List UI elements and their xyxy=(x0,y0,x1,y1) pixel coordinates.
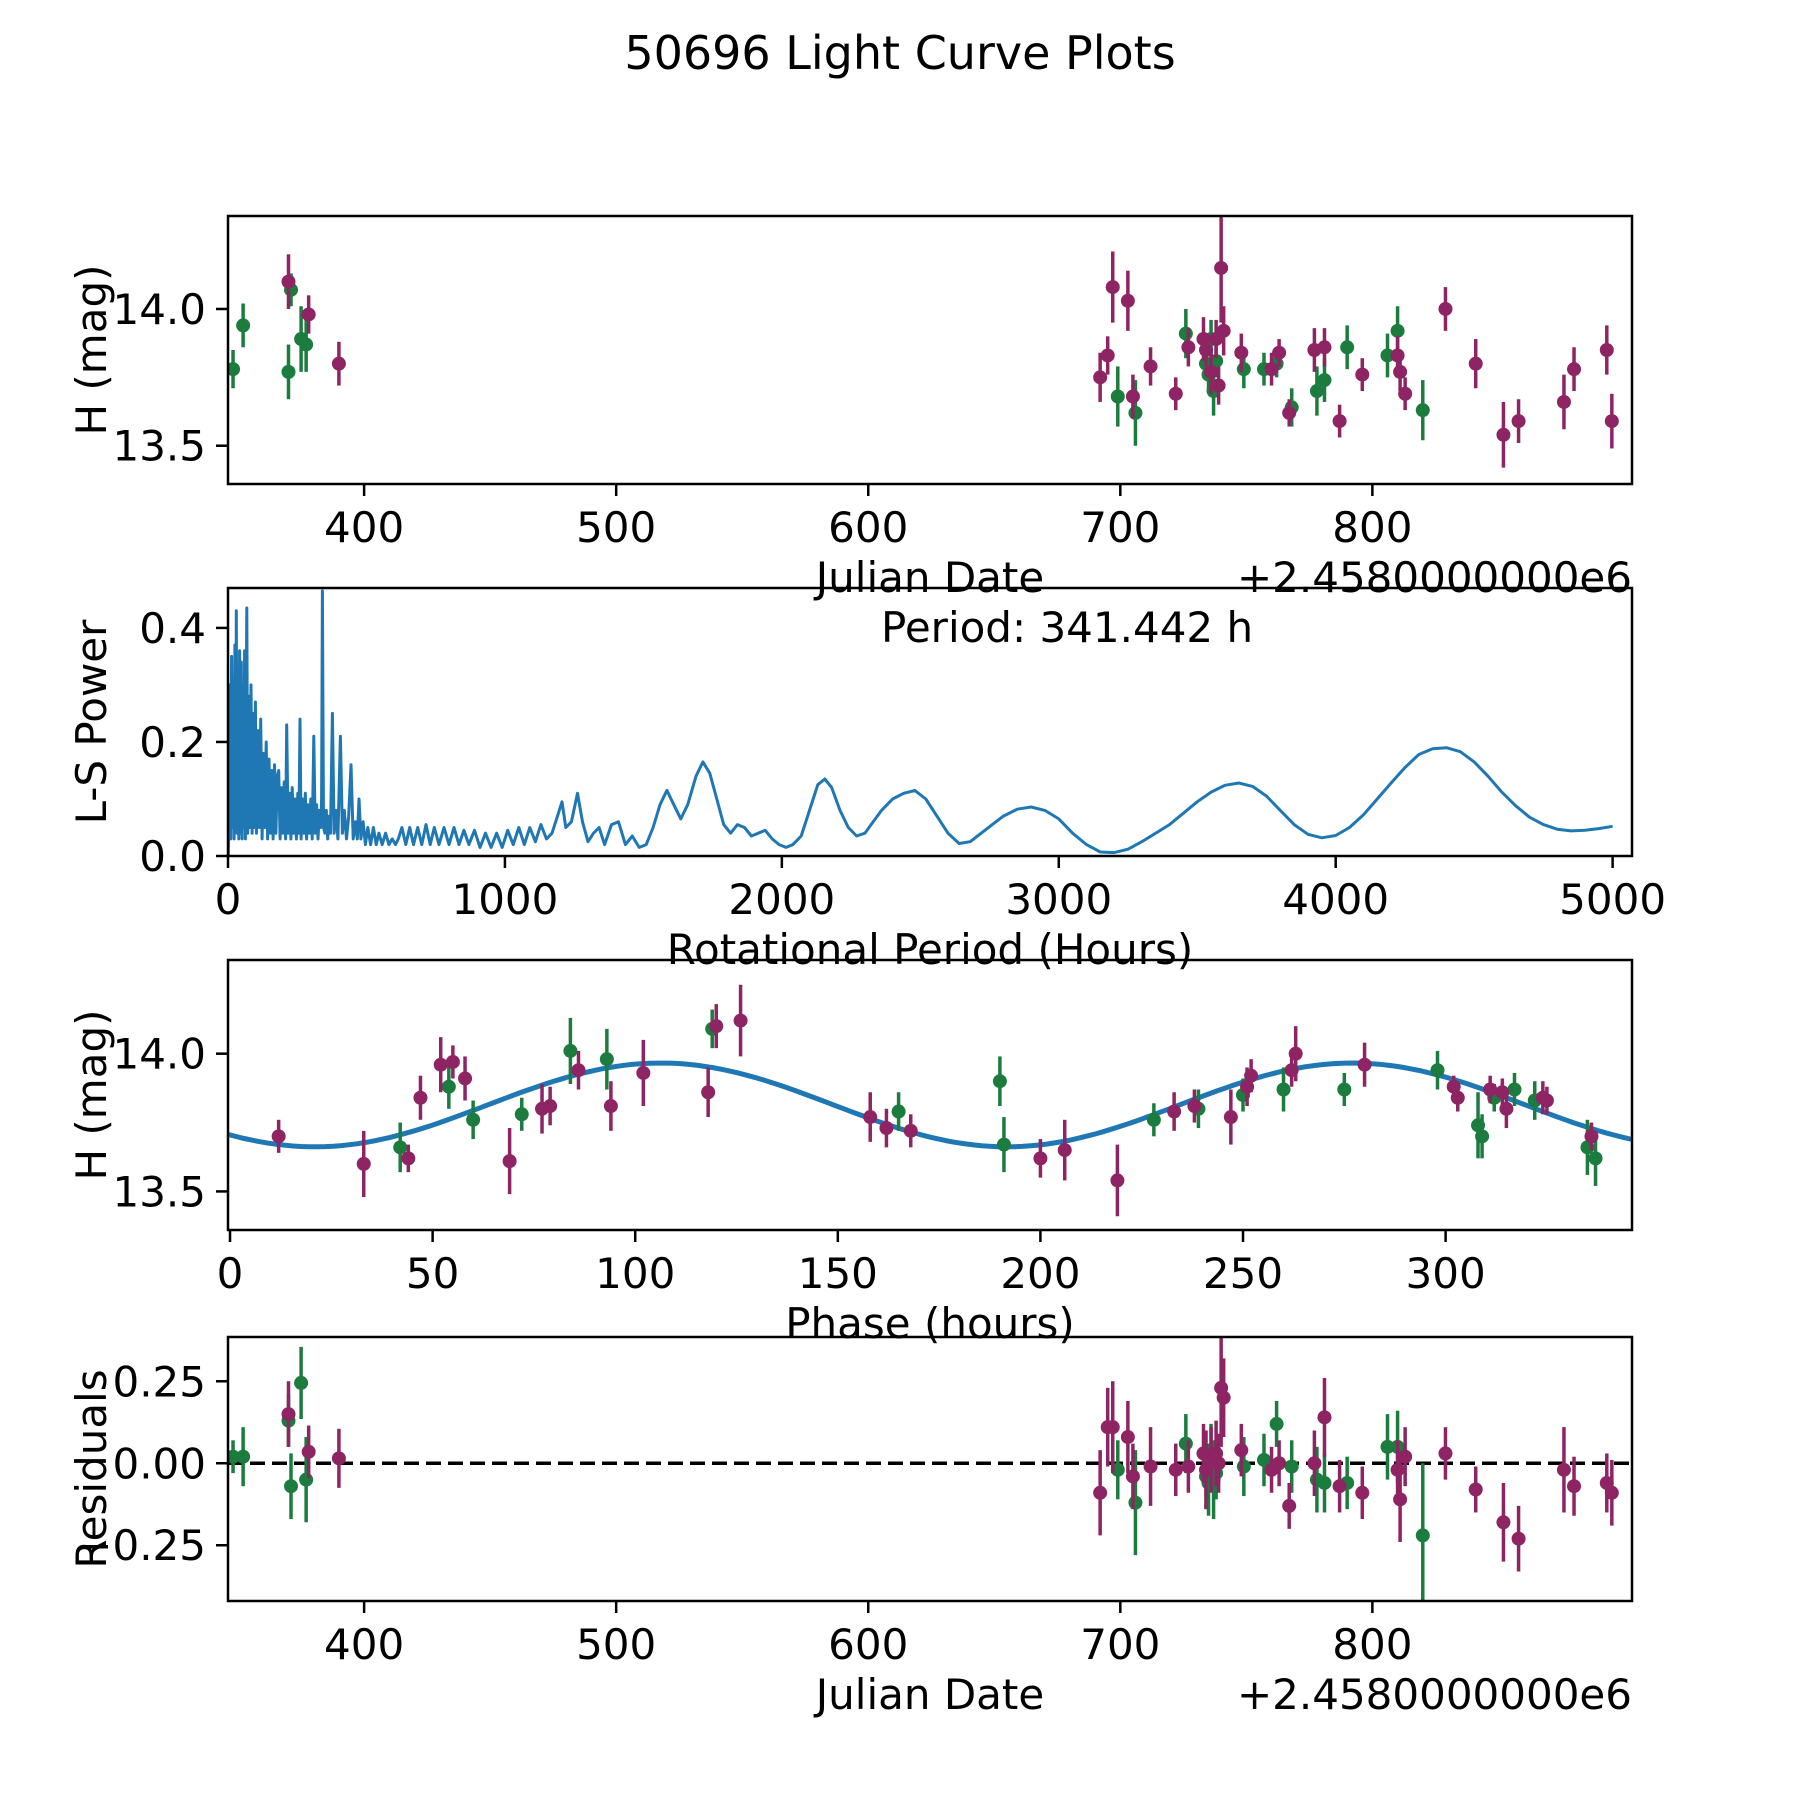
x-axis-offset-label: +2.4580000000e6 xyxy=(1236,553,1632,602)
x-axis-label: Julian Date xyxy=(815,1670,1045,1719)
x-tick-label: 500 xyxy=(576,1620,657,1669)
series-obs-purple xyxy=(281,213,1618,467)
x-tick-label: 150 xyxy=(797,1249,878,1298)
axes-frame xyxy=(228,216,1632,484)
period-annotation: Period: 341.442 h xyxy=(881,602,1254,652)
x-axis-label: Phase (hours) xyxy=(785,1299,1075,1348)
x-tick-label: 400 xyxy=(324,503,405,552)
x-tick-label: 100 xyxy=(595,1249,676,1298)
y-tick-label: −0.25 xyxy=(77,1521,206,1571)
x-tick-label: 300 xyxy=(1405,1249,1486,1298)
x-tick-label: 50 xyxy=(405,1249,460,1298)
x-tick-label: 5000 xyxy=(1559,875,1667,924)
series-phase-purple xyxy=(272,985,1599,1216)
y-tick-label: 14.0 xyxy=(112,1029,206,1079)
y-axis-label: L-S Power xyxy=(67,619,116,825)
y-tick-label: 13.5 xyxy=(112,1167,206,1217)
axes-frame xyxy=(228,960,1632,1230)
x-axis-offset-label: +2.4580000000e6 xyxy=(1236,1670,1632,1719)
y-tick-label: 0.25 xyxy=(112,1357,206,1407)
subplot-lightcurve-jd xyxy=(67,213,1632,602)
y-tick-label: 14.0 xyxy=(112,284,206,334)
y-axis-label: H (mag) xyxy=(67,264,116,436)
sinusoid-fit xyxy=(228,1063,1630,1147)
data-layer-residuals-jd xyxy=(226,1329,1632,1608)
axes-labels-phased-lightcurve xyxy=(67,1009,1486,1348)
x-tick-label: 1000 xyxy=(451,875,559,924)
series-phase-green xyxy=(393,1010,1602,1186)
x-tick-label: 500 xyxy=(576,503,657,552)
x-tick-label: 700 xyxy=(1080,1620,1161,1669)
x-tick-label: 800 xyxy=(1332,1620,1413,1669)
axes-labels-periodogram xyxy=(67,604,1666,974)
y-tick-label: 13.5 xyxy=(112,421,206,471)
series-obs-green xyxy=(226,273,1430,445)
subplot-phased-lightcurve xyxy=(67,960,1632,1348)
x-tick-label: 800 xyxy=(1332,503,1413,552)
x-tick-label: 4000 xyxy=(1282,875,1390,924)
series-resid-green xyxy=(226,1347,1430,1608)
y-axis-label: Residuals xyxy=(67,1369,116,1569)
x-tick-label: 700 xyxy=(1080,503,1161,552)
x-axis-label: Julian Date xyxy=(815,553,1045,602)
x-axis-label: Rotational Period (Hours) xyxy=(666,925,1194,974)
x-tick-label: 3000 xyxy=(1005,875,1113,924)
y-axis-label: H (mag) xyxy=(67,1009,116,1181)
x-tick-label: 250 xyxy=(1202,1249,1284,1298)
x-tick-label: 600 xyxy=(828,1620,909,1669)
data-layer-phased-lightcurve xyxy=(228,985,1630,1216)
y-tick-label: 0.00 xyxy=(112,1439,206,1489)
x-tick-label: 2000 xyxy=(728,875,836,924)
y-tick-label: 0.2 xyxy=(139,717,206,767)
y-tick-label: 0.4 xyxy=(139,603,206,653)
x-tick-label: 0 xyxy=(214,875,242,924)
x-tick-label: 600 xyxy=(828,503,909,552)
x-tick-label: 0 xyxy=(216,1249,244,1298)
subplot-residuals-jd xyxy=(67,1329,1632,1719)
y-tick-label: 0.0 xyxy=(139,832,206,881)
x-tick-label: 200 xyxy=(1000,1249,1081,1298)
figure-title: 50696 Light Curve Plots xyxy=(624,26,1176,80)
x-tick-label: 400 xyxy=(324,1620,405,1669)
data-layer-lightcurve-jd xyxy=(226,213,1619,467)
subplot-periodogram xyxy=(67,588,1666,974)
